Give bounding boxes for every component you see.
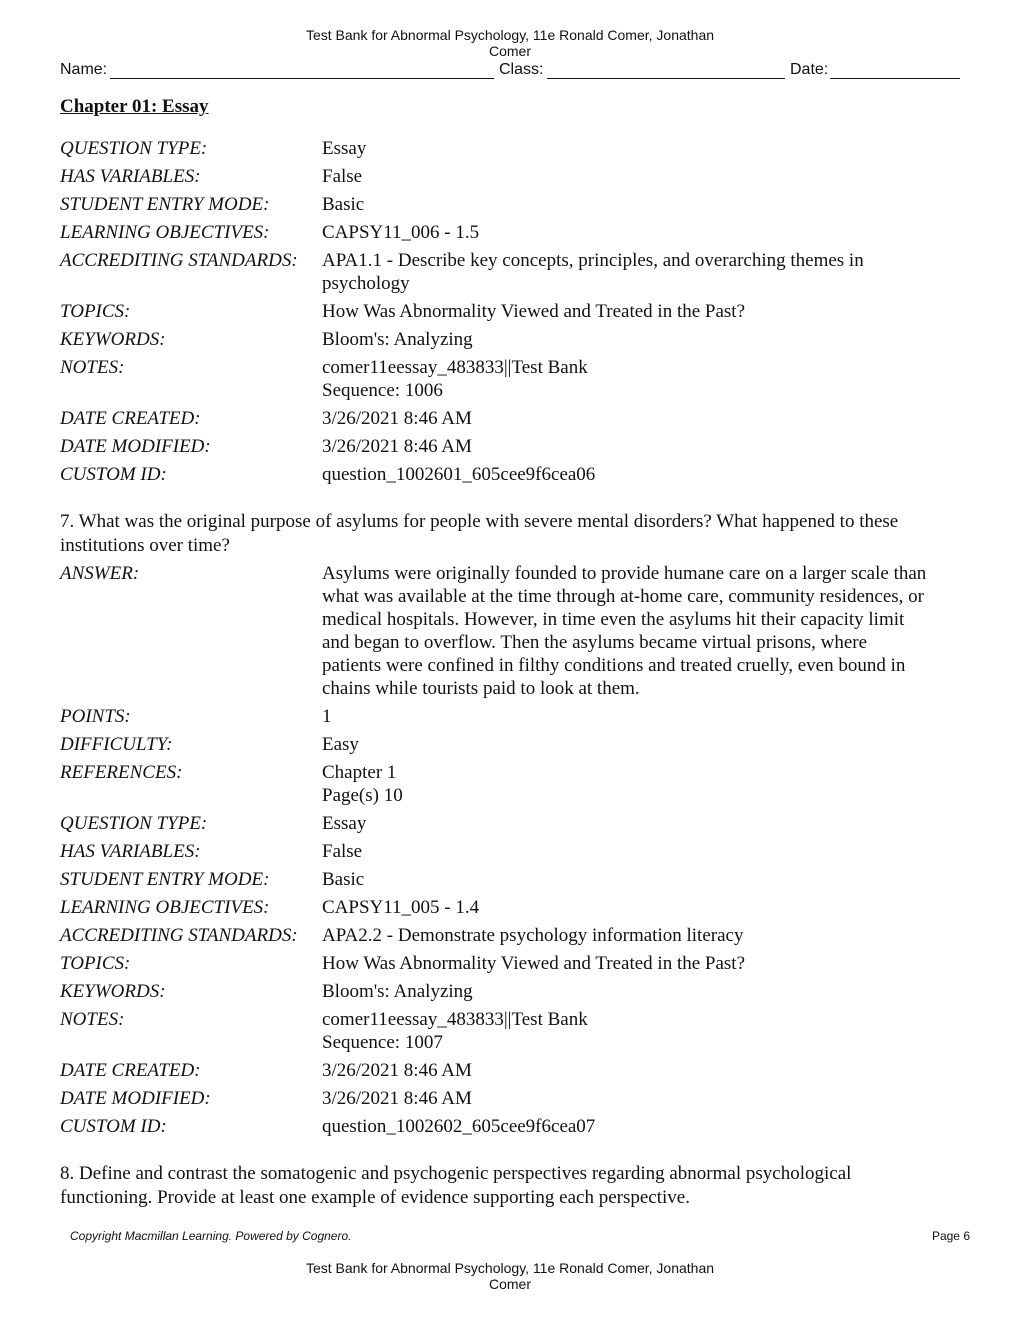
metadata-row — [60, 356, 960, 402]
metadata-key: ACCREDITING STANDARDS: — [60, 925, 298, 946]
metadata-key: KEYWORDS: — [60, 329, 166, 350]
class-label: Class: — [499, 61, 544, 78]
footer-title-line-1: Test Bank for Abnormal Psychology, 11e Ronald Comer, Jonathan — [305, 1260, 715, 1276]
date-blank-line — [830, 78, 960, 79]
document-header-title — [260, 27, 760, 59]
metadata-row — [60, 924, 960, 947]
metadata-value-line: Easy — [322, 734, 359, 755]
metadata-value — [322, 1008, 960, 1054]
metadata-row — [60, 137, 960, 160]
metadata-value-line: comer11eessay_483833||Test Bank — [322, 1009, 588, 1030]
metadata-key: DATE CREATED: — [60, 408, 201, 429]
metadata-key: DATE MODIFIED: — [60, 436, 211, 457]
metadata-value-line: How Was Abnormality Viewed and Treated in the Past? — [322, 301, 746, 322]
metadata-value — [322, 137, 960, 160]
metadata-value — [322, 300, 960, 323]
metadata-value-line: Essay — [322, 138, 367, 159]
metadata-key: TOPICS: — [60, 953, 131, 974]
document-footer-title — [260, 1260, 760, 1292]
metadata-value — [322, 249, 960, 295]
metadata-value-line: question_1002601_605cee9f6cea06 — [322, 464, 596, 485]
metadata-value — [322, 840, 960, 863]
metadata-key: DIFFICULTY: — [60, 734, 173, 755]
metadata-value-line: comer11eessay_483833||Test Bank — [322, 357, 588, 378]
metadata-value-line: Basic — [322, 194, 365, 215]
metadata-value-line: Page(s) 10 — [322, 785, 403, 806]
metadata-value — [322, 733, 960, 756]
metadata-key: KEYWORDS: — [60, 981, 166, 1002]
metadata-value-line: question_1002602_605cee9f6cea07 — [322, 1116, 596, 1137]
metadata-value — [322, 1115, 960, 1138]
metadata-value-line: 1 — [322, 706, 332, 727]
class-blank-line — [547, 78, 785, 79]
metadata-value-line: How Was Abnormality Viewed and Treated in the Past? — [322, 953, 746, 974]
chapter-title: Chapter 01: Essay — [60, 96, 209, 117]
metadata-key: ACCREDITING STANDARDS: — [60, 250, 298, 271]
metadata-key: CUSTOM ID: — [60, 464, 167, 485]
metadata-value-line: APA1.1 - Describe key concepts, principles, and overarching themes in — [322, 250, 864, 271]
metadata-key: NOTES: — [60, 1009, 125, 1030]
metadata-key: STUDENT ENTRY MODE: — [60, 869, 270, 890]
question-text-line: 7. What was the original purpose of asylums for people with severe mental disorders? What happened to these — [60, 511, 899, 532]
metadata-value — [322, 328, 960, 351]
footer-title-line-2: Comer — [488, 1276, 531, 1292]
metadata-value — [322, 924, 960, 947]
metadata-value-line: False — [322, 841, 363, 862]
metadata-key: HAS VARIABLES: — [60, 841, 201, 862]
metadata-key: LEARNING OBJECTIVES: — [60, 897, 270, 918]
metadata-value-line: Bloom's: Analyzing — [322, 981, 473, 1002]
metadata-value-line: CAPSY11_005 - 1.4 — [322, 897, 480, 918]
metadata-key: REFERENCES: — [60, 762, 183, 783]
metadata-row — [60, 1115, 960, 1138]
metadata-row — [60, 221, 960, 244]
question-8-text — [60, 1162, 960, 1210]
metadata-value-line: chains while tourists paid to look at them. — [322, 678, 640, 699]
metadata-key: CUSTOM ID: — [60, 1116, 167, 1137]
question-7-text — [60, 510, 960, 558]
metadata-key: POINTS: — [60, 706, 131, 727]
metadata-value-line: Sequence: 1007 — [322, 1032, 443, 1053]
metadata-value — [322, 407, 960, 430]
metadata-row — [60, 1087, 960, 1110]
metadata-value-line: Basic — [322, 869, 365, 890]
metadata-value-line: Essay — [322, 813, 367, 834]
metadata-value-line: and began to overflow. Then the asylums became virtual prisons, where — [322, 632, 868, 653]
metadata-row — [60, 952, 960, 975]
metadata-row — [60, 896, 960, 919]
question-7-metadata — [60, 562, 960, 1138]
metadata-key: STUDENT ENTRY MODE: — [60, 194, 270, 215]
metadata-row — [60, 840, 960, 863]
previous-question-metadata — [60, 137, 960, 491]
metadata-value — [322, 1059, 960, 1082]
date-label: Date: — [790, 61, 829, 78]
metadata-value — [322, 761, 960, 807]
question-text-line: 8. Define and contrast the somatogenic and psychogenic perspectives regarding abnormal psychological — [60, 1163, 852, 1184]
metadata-value-line: 3/26/2021 8:46 AM — [322, 408, 472, 429]
metadata-value — [322, 562, 960, 700]
metadata-row — [60, 193, 960, 216]
metadata-row — [60, 1059, 960, 1082]
metadata-row — [60, 705, 960, 728]
metadata-row — [60, 328, 960, 351]
metadata-value — [322, 221, 960, 244]
metadata-row — [60, 1008, 960, 1054]
metadata-key: TOPICS: — [60, 301, 131, 322]
metadata-key: LEARNING OBJECTIVES: — [60, 222, 270, 243]
footer-page-number: Page 6 — [931, 1229, 970, 1243]
metadata-row — [60, 165, 960, 188]
metadata-value — [322, 868, 960, 891]
metadata-key: DATE MODIFIED: — [60, 1088, 211, 1109]
metadata-value — [322, 812, 960, 835]
metadata-value-line: APA2.2 - Demonstrate psychology information literacy — [322, 925, 744, 946]
question-text-line: institutions over time? — [60, 535, 230, 556]
metadata-key: HAS VARIABLES: — [60, 166, 201, 187]
metadata-row — [60, 435, 960, 458]
footer-copyright: Copyright Macmillan Learning. Powered by Cognero. — [70, 1229, 352, 1243]
metadata-value-line: Chapter 1 — [322, 762, 397, 783]
metadata-value — [322, 193, 960, 216]
metadata-value — [322, 1087, 960, 1110]
metadata-key: DATE CREATED: — [60, 1060, 201, 1081]
metadata-value-line: what was available at the time through at-home care, community residences, or — [322, 586, 924, 607]
metadata-value-line: patients were confined in filthy conditions and treated cruelly, even bound in — [322, 655, 906, 676]
metadata-value-line: 3/26/2021 8:46 AM — [322, 1060, 472, 1081]
name-class-date-row — [60, 60, 960, 82]
header-title-line-2: Comer — [488, 43, 531, 59]
metadata-key: ANSWER: — [60, 563, 140, 584]
metadata-value-line: Sequence: 1006 — [322, 380, 443, 401]
metadata-value — [322, 435, 960, 458]
metadata-value-line: CAPSY11_006 - 1.5 — [322, 222, 480, 243]
header-title-line-1: Test Bank for Abnormal Psychology, 11e Ronald Comer, Jonathan — [305, 27, 715, 43]
metadata-value-line: Asylums were originally founded to provide humane care on a larger scale than — [322, 563, 927, 584]
name-blank-line — [110, 78, 494, 79]
name-label: Name: — [60, 61, 108, 78]
question-7 — [60, 510, 960, 1143]
metadata-value — [322, 463, 960, 486]
metadata-value — [322, 896, 960, 919]
metadata-key: NOTES: — [60, 357, 125, 378]
metadata-key: QUESTION TYPE: — [60, 138, 208, 159]
metadata-row — [60, 868, 960, 891]
metadata-row — [60, 249, 960, 295]
metadata-value-line: medical hospitals. However, in time even the asylums hit their capacity limit — [322, 609, 905, 630]
metadata-value-line: 3/26/2021 8:46 AM — [322, 436, 472, 457]
metadata-row — [60, 562, 960, 700]
metadata-value-line: psychology — [322, 273, 410, 294]
metadata-row — [60, 463, 960, 486]
metadata-value-line: False — [322, 166, 363, 187]
metadata-row — [60, 761, 960, 807]
question-text-line: functioning. Provide at least one example of evidence supporting each perspective. — [60, 1187, 690, 1208]
metadata-value-line: 3/26/2021 8:46 AM — [322, 1088, 472, 1109]
metadata-row — [60, 812, 960, 835]
metadata-value — [322, 952, 960, 975]
metadata-row — [60, 407, 960, 430]
metadata-key: QUESTION TYPE: — [60, 813, 208, 834]
metadata-value — [322, 165, 960, 188]
metadata-value — [322, 980, 960, 1003]
metadata-row — [60, 733, 960, 756]
metadata-value-line: Bloom's: Analyzing — [322, 329, 473, 350]
metadata-row — [60, 980, 960, 1003]
metadata-row — [60, 300, 960, 323]
question-8 — [60, 1162, 960, 1214]
metadata-value — [322, 356, 960, 402]
metadata-value — [322, 705, 960, 728]
